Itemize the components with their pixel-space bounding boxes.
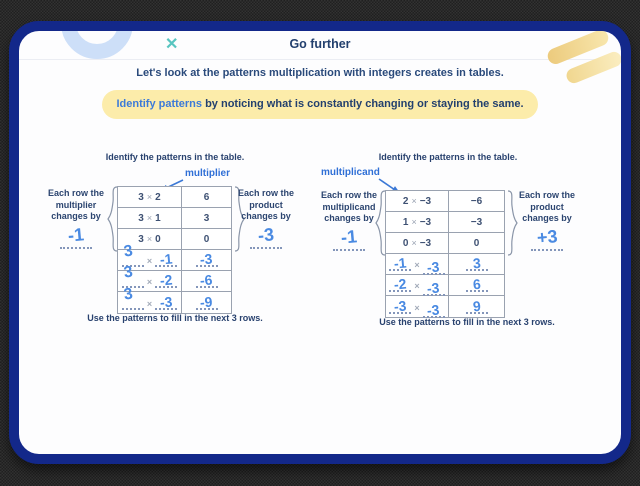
- table-row: [118, 208, 231, 229]
- factor: 0: [402, 237, 409, 249]
- footer-text: Use the patterns to fill in the next 3 rows.: [379, 317, 555, 327]
- table-row: [118, 187, 231, 208]
- answer-blank[interactable]: [423, 279, 445, 296]
- product-cell: [182, 250, 231, 270]
- handwritten-change-value: +3: [535, 225, 559, 248]
- product-cell: [449, 296, 504, 317]
- table-row-written: [118, 242, 231, 271]
- handwritten-answer: -2: [159, 271, 173, 289]
- times-sign: ×: [146, 299, 153, 309]
- answer-blank[interactable]: [466, 275, 488, 292]
- table-row: [386, 212, 504, 233]
- product-cell: [449, 254, 504, 274]
- answer-line: [60, 246, 92, 249]
- panel-multiplicand: [314, 150, 584, 340]
- product-cell: −3: [470, 216, 483, 228]
- multiplicand-change-note: [314, 190, 384, 251]
- product-cell: 6: [203, 191, 210, 203]
- times-sign: ×: [146, 256, 153, 266]
- multiplier-change-note: [41, 188, 111, 249]
- times-sign: ×: [146, 234, 153, 244]
- answer-blank[interactable]: [423, 301, 445, 318]
- table-row-written: [118, 285, 231, 313]
- times-sign: ×: [146, 192, 153, 202]
- note-line: Each row the: [518, 190, 575, 200]
- answer-blank[interactable]: [155, 293, 177, 310]
- page-title: Go further: [289, 37, 351, 51]
- answer-blank[interactable]: [155, 250, 177, 267]
- factor: 1: [402, 216, 409, 228]
- expression-cell: [386, 296, 449, 317]
- factor: −3: [419, 237, 432, 249]
- instruction-text: Identify the patterns in the table.: [105, 152, 245, 162]
- factor: −3: [419, 216, 432, 228]
- expression-cell: [118, 285, 182, 313]
- close-icon[interactable]: ✕: [165, 36, 179, 53]
- times-sign: ×: [414, 303, 420, 313]
- handwritten-change-value: -1: [67, 223, 85, 246]
- factor: 2: [155, 191, 161, 203]
- handwritten-answer: 6: [471, 275, 482, 293]
- panel-multiplier: [45, 150, 315, 340]
- note-line: changes by: [324, 213, 374, 223]
- factor: 2: [402, 195, 409, 207]
- handwritten-answer: 3: [471, 254, 482, 272]
- handwritten-answer: -1: [393, 254, 408, 272]
- expression-cell: [386, 233, 449, 253]
- product-cell: 0: [473, 237, 480, 249]
- handwritten-answer: -6: [199, 271, 214, 289]
- note-line: product: [249, 199, 283, 210]
- highlight-keyword: Identify patterns: [116, 98, 203, 110]
- answer-blank[interactable]: [196, 250, 218, 267]
- factor: 3: [138, 191, 144, 203]
- handwritten-answer: -3: [426, 279, 441, 297]
- handwritten-answer: -3: [159, 293, 173, 311]
- answer-blank[interactable]: [389, 275, 411, 292]
- handwritten-answer: 3: [123, 242, 135, 261]
- handwritten-answer: -1: [159, 250, 173, 268]
- answer-blank[interactable]: [423, 258, 445, 275]
- answer-line: [333, 248, 365, 251]
- table-row: [386, 191, 504, 212]
- answer-blank[interactable]: [466, 254, 488, 271]
- card-header: [19, 31, 621, 60]
- note-line: Each row the: [320, 190, 377, 200]
- product-cell: 3: [203, 212, 210, 224]
- note-line: multiplicand: [322, 201, 376, 212]
- highlight-pill: [102, 90, 538, 119]
- answer-blank[interactable]: [466, 297, 488, 314]
- answer-blank[interactable]: [389, 297, 411, 314]
- handwritten-answer: -3: [393, 297, 408, 315]
- times-sign: ×: [414, 281, 420, 291]
- answer-blank[interactable]: [389, 254, 411, 271]
- pointer-label: multiplicand: [321, 167, 380, 178]
- table-row: [386, 233, 504, 254]
- handwritten-change-value: -1: [340, 225, 358, 248]
- expression-cell: [118, 187, 182, 207]
- pattern-table: [385, 190, 505, 318]
- factor: −3: [419, 195, 432, 207]
- table-row: [118, 229, 231, 250]
- handwritten-change-value: -3: [257, 223, 275, 246]
- factor: 0: [155, 233, 161, 245]
- times-sign: ×: [411, 238, 417, 248]
- expression-cell: [386, 212, 449, 232]
- product-cell: 0: [203, 233, 210, 245]
- answer-blank[interactable]: [155, 271, 177, 288]
- handwritten-answer: -3: [426, 258, 441, 276]
- go-further-card: [9, 21, 631, 464]
- answer-blank[interactable]: [122, 285, 144, 310]
- expression-cell: [386, 191, 449, 211]
- expression-cell: [386, 275, 449, 295]
- pointer-label: multiplier: [185, 168, 231, 179]
- note-line: changes by: [241, 211, 291, 221]
- times-sign: ×: [146, 213, 153, 223]
- note-line: product: [530, 201, 564, 212]
- factor: 1: [155, 212, 161, 224]
- product-change-note: [512, 190, 582, 251]
- handwritten-answer: 3: [123, 285, 135, 304]
- product-change-note: [231, 188, 301, 249]
- answer-line: [531, 248, 563, 251]
- expression-cell: [118, 208, 182, 228]
- instruction-text: Identify the patterns in the table.: [378, 152, 518, 162]
- table-row-written: [386, 296, 504, 317]
- handwritten-answer: -2: [393, 275, 408, 293]
- handwritten-answer: -9: [199, 293, 214, 311]
- table-row-written: [386, 275, 504, 296]
- answer-blank[interactable]: [196, 271, 218, 288]
- intro-text: Let's look at the patterns multiplication with integers creates in tables.: [136, 67, 504, 79]
- pattern-table: [117, 186, 232, 314]
- note-line: changes by: [522, 213, 572, 223]
- table-row-written: [386, 254, 504, 275]
- times-sign: ×: [411, 196, 417, 206]
- note-line: Each row the: [47, 188, 104, 198]
- factor: 3: [138, 212, 144, 224]
- product-cell: −6: [470, 195, 483, 207]
- footer-text: Use the patterns to fill in the next 3 rows.: [87, 313, 263, 323]
- note-line: multiplier: [55, 199, 97, 210]
- handwritten-answer: 9: [471, 297, 482, 315]
- product-cell: [449, 275, 504, 295]
- expression-cell: [386, 254, 449, 274]
- handwritten-answer: -3: [199, 250, 214, 268]
- highlight-rest: by noticing what is constantly changing or staying the same.: [202, 98, 524, 110]
- answer-line: [250, 246, 282, 249]
- product-cell: [182, 292, 231, 313]
- product-cell: [182, 271, 231, 291]
- table-row-written: [118, 263, 231, 292]
- times-sign: ×: [414, 260, 420, 270]
- handwritten-answer: 3: [123, 263, 135, 282]
- note-line: Each row the: [237, 188, 294, 198]
- factor: 3: [138, 233, 144, 245]
- times-sign: ×: [411, 217, 417, 227]
- times-sign: ×: [146, 277, 153, 287]
- handwritten-answer: -3: [426, 301, 441, 319]
- answer-blank[interactable]: [196, 293, 218, 310]
- note-line: changes by: [51, 211, 101, 221]
